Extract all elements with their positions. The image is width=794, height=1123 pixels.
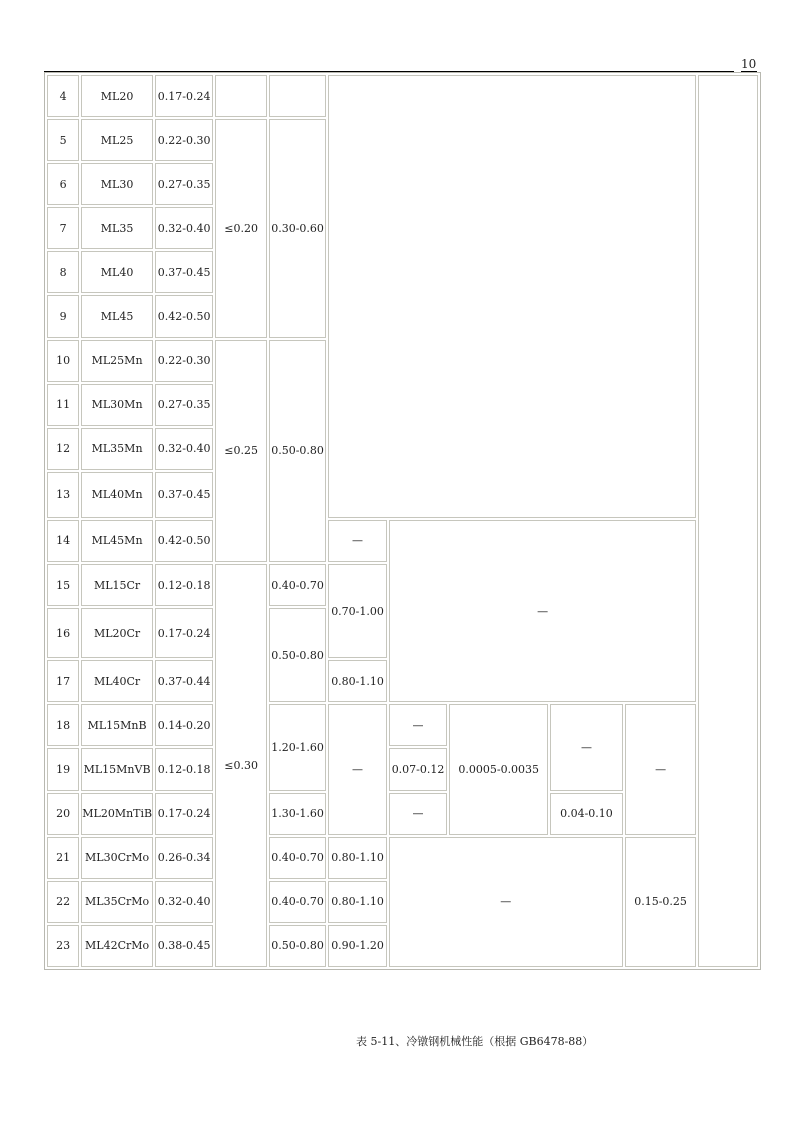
steel-grade: ML20 xyxy=(81,75,153,117)
steel-grade: ML25Mn xyxy=(81,340,153,382)
steel-grade: ML45Mn xyxy=(81,520,153,562)
carbon-range: 0.32-0.40 xyxy=(155,881,214,923)
carbon-range: 0.37-0.44 xyxy=(155,660,214,702)
table-caption: 表 5-11、冷镦钢机械性能（根据 GB6478-88） xyxy=(356,1035,594,1048)
manganese-range: 0.40-0.70 xyxy=(269,881,326,923)
row-number: 4 xyxy=(47,75,79,117)
carbon-range: 0.42-0.50 xyxy=(155,520,214,562)
row-number: 21 xyxy=(47,837,79,879)
row-number: 9 xyxy=(47,295,79,337)
row-number: 10 xyxy=(47,340,79,382)
steel-grade: ML40Mn xyxy=(81,472,153,518)
chromium-range: 0.80-1.10 xyxy=(328,660,387,702)
steel-grade: ML15MnVB xyxy=(81,748,153,790)
blank-last-column xyxy=(698,75,758,967)
table-row xyxy=(47,837,758,879)
steel-grade: ML35CrMo xyxy=(81,881,153,923)
steel-grade: ML45 xyxy=(81,295,153,337)
steel-grade: ML30 xyxy=(81,163,153,205)
carbon-range: 0.22-0.30 xyxy=(155,119,214,161)
carbon-range: 0.37-0.45 xyxy=(155,251,214,293)
carbon-range: 0.26-0.34 xyxy=(155,837,214,879)
steel-grade: ML30CrMo xyxy=(81,837,153,879)
silicon-range: ≤0.25 xyxy=(215,340,266,562)
alloy-dash-block: — xyxy=(389,837,623,967)
carbon-range: 0.17-0.24 xyxy=(155,608,214,658)
row-number: 23 xyxy=(47,925,79,967)
row-number: 19 xyxy=(47,748,79,790)
manganese-range: 0.40-0.70 xyxy=(269,564,326,606)
carbon-range: 0.14-0.20 xyxy=(155,704,214,746)
row-number: 17 xyxy=(47,660,79,702)
row-number: 5 xyxy=(47,119,79,161)
manganese-range: 0.50-0.80 xyxy=(269,340,326,562)
steel-grade: ML30Mn xyxy=(81,384,153,426)
chromium-range: 0.70-1.00 xyxy=(328,564,387,658)
titanium-dash: — xyxy=(550,704,623,790)
chromium-range: 0.80-1.10 xyxy=(328,837,387,879)
carbon-range: 0.27-0.35 xyxy=(155,163,214,205)
steel-grade: ML20MnTiB xyxy=(81,793,153,835)
row-number: 13 xyxy=(47,472,79,518)
carbon-range: 0.38-0.45 xyxy=(155,925,214,967)
chromium-range: 0.90-1.20 xyxy=(328,925,387,967)
row-number: 20 xyxy=(47,793,79,835)
silicon-range: ≤0.30 xyxy=(215,564,266,967)
row-number: 16 xyxy=(47,608,79,658)
row-number: 18 xyxy=(47,704,79,746)
silicon-empty xyxy=(215,75,266,117)
steel-grade: ML42CrMo xyxy=(81,925,153,967)
row-number: 12 xyxy=(47,428,79,470)
chromium-dash: — xyxy=(328,520,387,562)
carbon-range: 0.22-0.30 xyxy=(155,340,214,382)
table-row xyxy=(47,704,758,746)
page-number: 10 xyxy=(741,57,757,71)
steel-grade: ML40 xyxy=(81,251,153,293)
steel-grade: ML40Cr xyxy=(81,660,153,702)
manganese-range: 0.30-0.60 xyxy=(269,119,326,337)
vanadium-dash: — xyxy=(389,793,448,835)
carbon-range: 0.12-0.18 xyxy=(155,564,214,606)
steel-grade: ML35 xyxy=(81,207,153,249)
row-number: 11 xyxy=(47,384,79,426)
row-number: 15 xyxy=(47,564,79,606)
carbon-range: 0.37-0.45 xyxy=(155,472,214,518)
row-number: 7 xyxy=(47,207,79,249)
manganese-range: 0.50-0.80 xyxy=(269,608,326,702)
boron-range: 0.0005-0.0035 xyxy=(449,704,548,834)
blank-alloy-block xyxy=(328,75,696,518)
chromium-range: 0.80-1.10 xyxy=(328,881,387,923)
table-row xyxy=(47,75,758,117)
chromium-dash: — xyxy=(328,704,387,834)
carbon-range: 0.17-0.24 xyxy=(155,793,214,835)
manganese-range: 1.20-1.60 xyxy=(269,704,326,790)
manganese-range: 0.50-0.80 xyxy=(269,925,326,967)
steel-grade: ML25 xyxy=(81,119,153,161)
alloy-dash-block: — xyxy=(389,520,697,702)
steel-grade: ML20Cr xyxy=(81,608,153,658)
carbon-range: 0.27-0.35 xyxy=(155,384,214,426)
molybdenum-range: 0.15-0.25 xyxy=(625,837,697,967)
row-number: 22 xyxy=(47,881,79,923)
molybdenum-dash: — xyxy=(625,704,697,834)
silicon-range: ≤0.20 xyxy=(215,119,266,337)
steel-grade: ML15Cr xyxy=(81,564,153,606)
manganese-empty xyxy=(269,75,326,117)
cold-heading-steel-composition-table xyxy=(45,73,760,969)
carbon-range: 0.12-0.18 xyxy=(155,748,214,790)
vanadium-range: 0.07-0.12 xyxy=(389,748,448,790)
carbon-range: 0.17-0.24 xyxy=(155,75,214,117)
titanium-range: 0.04-0.10 xyxy=(550,793,623,835)
carbon-range: 0.42-0.50 xyxy=(155,295,214,337)
manganese-range: 0.40-0.70 xyxy=(269,837,326,879)
table-row xyxy=(47,520,758,562)
row-number: 8 xyxy=(47,251,79,293)
row-number: 6 xyxy=(47,163,79,205)
vanadium-dash: — xyxy=(389,704,448,746)
composition-table-frame xyxy=(44,72,761,970)
manganese-range: 1.30-1.60 xyxy=(269,793,326,835)
steel-grade: ML35Mn xyxy=(81,428,153,470)
steel-grade: ML15MnB xyxy=(81,704,153,746)
carbon-range: 0.32-0.40 xyxy=(155,428,214,470)
carbon-range: 0.32-0.40 xyxy=(155,207,214,249)
row-number: 14 xyxy=(47,520,79,562)
